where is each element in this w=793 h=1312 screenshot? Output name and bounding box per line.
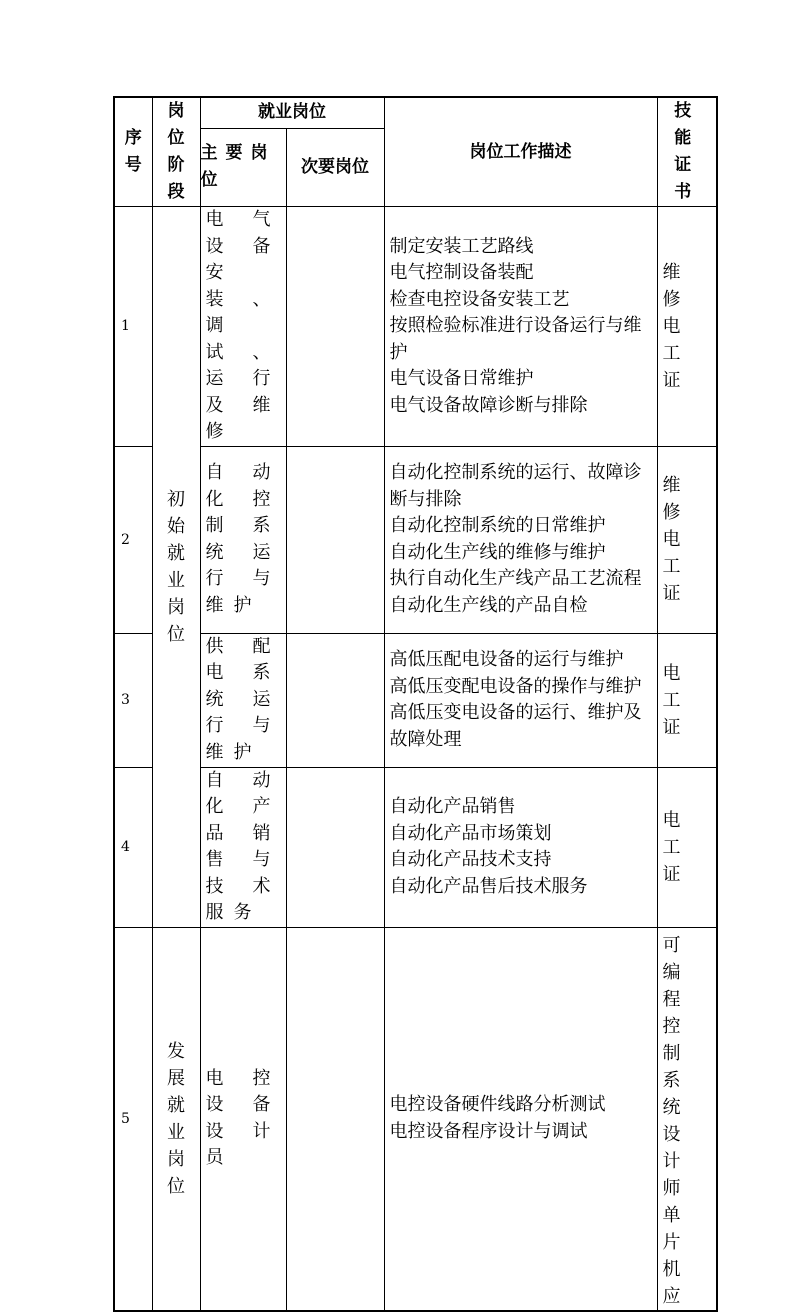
post-description xyxy=(384,446,657,633)
certificate: 电工证 xyxy=(657,767,717,927)
main-post: 电控设备设计员 xyxy=(200,927,286,1311)
description-line: 执行自动化生产线产品工艺流程 xyxy=(389,568,642,589)
header-stage: 岗位阶段 xyxy=(152,97,200,207)
row-number: 3 xyxy=(114,633,152,767)
table-row xyxy=(114,767,717,927)
description-line: 检查电控设备安装工艺 xyxy=(389,288,570,310)
header-certificate: 技能证书 xyxy=(657,97,717,207)
certificate: 维修电工证 xyxy=(657,446,717,633)
description-line: 电气控制设备装配 xyxy=(389,262,534,283)
stage-initial: 初始就业岗位 xyxy=(152,207,200,928)
table-row xyxy=(114,446,717,633)
table-row xyxy=(114,927,717,1311)
header-secondary-post: 次要岗位 xyxy=(286,128,384,206)
description-line: 自动化生产线的产品自检 xyxy=(389,594,588,616)
row-number: 1 xyxy=(114,207,152,447)
description-line: 自动化控制系统的运行、故障诊断与排除 xyxy=(389,462,642,510)
post-description xyxy=(384,633,657,767)
description-line: 电控设备程序设计与调试 xyxy=(389,1120,588,1142)
description-line: 自动化产品销售 xyxy=(389,796,516,817)
description-line: 高低压变电设备的运行、维护及故障处理 xyxy=(389,702,642,750)
main-post: 电气设备安装、调试、运行及维修 xyxy=(200,207,286,447)
header-main-post: 主要岗位 xyxy=(200,128,286,206)
description-line: 自动化产品技术支持 xyxy=(389,849,552,870)
row-number: 4 xyxy=(114,767,152,927)
description-line: 制定安装工艺路线 xyxy=(389,235,534,257)
main-post: 自动化产品销售与技术服务 xyxy=(200,767,286,927)
secondary-post xyxy=(286,927,384,1311)
description-line: 高低压变配电设备的操作与维护 xyxy=(389,675,642,697)
header-employment: 就业岗位 xyxy=(200,97,384,128)
description-line: 按照检验标准进行设备运行与维护 xyxy=(389,315,642,363)
table-row xyxy=(114,207,717,447)
description-line: 电气设备日常维护 xyxy=(389,368,534,389)
main-post: 自动化控制系统运行与维护 xyxy=(200,446,286,633)
secondary-post xyxy=(286,207,384,447)
certificate: 电工证 xyxy=(657,633,717,767)
row-number: 5 xyxy=(114,927,152,1311)
post-description xyxy=(384,767,657,927)
employment-table xyxy=(113,96,718,1312)
stage-development: 发展就业岗位 xyxy=(152,927,200,1311)
post-description xyxy=(384,207,657,447)
description-line: 自动化控制系统的日常维护 xyxy=(389,515,606,536)
certificate: 可编程控制系统设计师单片机应 xyxy=(657,927,717,1311)
certificate: 维修电工证 xyxy=(657,207,717,447)
post-description xyxy=(384,927,657,1311)
description-line: 电控设备硬件线路分析测试 xyxy=(389,1094,606,1115)
description-line: 电气设备故障诊断与排除 xyxy=(389,394,588,416)
header-description: 岗位工作描述 xyxy=(384,97,657,207)
secondary-post xyxy=(286,767,384,927)
row-number: 2 xyxy=(114,446,152,633)
header-seq: 序号 xyxy=(114,97,152,207)
main-post: 供配电系统运行与维护 xyxy=(200,633,286,767)
table-row xyxy=(114,633,717,767)
description-line: 高低压配电设备的运行与维护 xyxy=(389,649,624,670)
secondary-post xyxy=(286,446,384,633)
description-line: 自动化产品售后技术服务 xyxy=(389,875,588,897)
secondary-post xyxy=(286,633,384,767)
description-line: 自动化产品市场策划 xyxy=(389,822,552,844)
description-line: 自动化生产线的维修与维护 xyxy=(389,541,606,563)
